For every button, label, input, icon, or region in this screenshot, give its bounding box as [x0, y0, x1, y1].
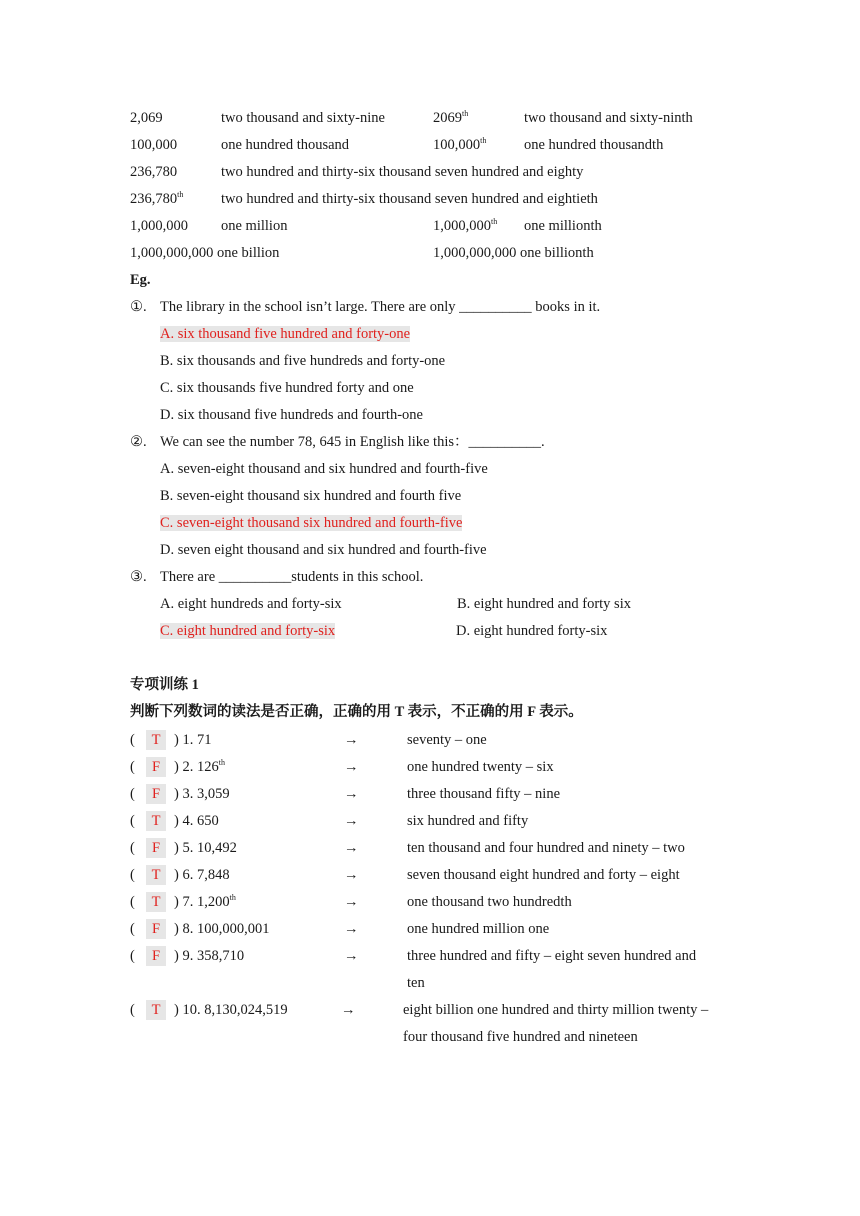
answer-option: B. eight hundred and forty six: [457, 596, 631, 612]
number-reading: two thousand and sixty-nine: [221, 110, 385, 126]
item-reading-continued: ten: [407, 975, 425, 991]
right-arrow-icon: →: [344, 813, 359, 829]
item-reading: one hundred twenty – six: [407, 759, 554, 775]
tf-answer: F: [146, 838, 166, 858]
right-arrow-icon: →: [344, 894, 359, 910]
item-number: ) 5. 10,492: [174, 840, 237, 856]
ordinal-reading: two hundred and thirty-six thousand seven hundred and eightieth: [221, 191, 598, 207]
item-reading: seventy – one: [407, 732, 487, 748]
question-text: There are __________students in this school.: [160, 569, 424, 585]
number: 2,069: [130, 110, 163, 126]
answer-option: D. seven eight thousand and six hundred and fourth-five: [160, 542, 487, 558]
exercise-title: 专项训练 1: [130, 677, 199, 693]
answer-option: A. eight hundreds and forty-six: [160, 596, 342, 612]
item-reading: one hundred million one: [407, 921, 550, 937]
number-with-reading: 1,000,000,000 one billion: [130, 245, 280, 261]
item-reading: three thousand fifty – nine: [407, 786, 561, 802]
bracket-open: (: [130, 894, 135, 910]
answer-option: D. eight hundred forty-six: [456, 623, 608, 639]
answer-option: C. six thousands five hundred forty and one: [160, 380, 414, 396]
bracket-open: (: [130, 813, 135, 829]
bracket-open: (: [130, 867, 135, 883]
item-number: ) 6. 7,848: [174, 867, 230, 883]
bracket-open: (: [130, 732, 135, 748]
answer-option: D. six thousand five hundreds and fourth-one: [160, 407, 423, 423]
right-arrow-icon: →: [344, 759, 359, 775]
eg-label: Eg.: [130, 272, 151, 288]
tf-answer: F: [146, 757, 166, 777]
tf-answer: T: [146, 865, 166, 885]
right-arrow-icon: →: [344, 840, 359, 856]
bracket-open: (: [130, 1002, 135, 1018]
exercise-instruction: 判断下列数词的读法是否正确，正确的用 T 表示，不正确的用 F 表示。: [130, 704, 583, 720]
ordinal-reading: two thousand and sixty-ninth: [524, 110, 693, 126]
item-number: ) 8. 100,000,001: [174, 921, 270, 937]
tf-answer: T: [146, 1000, 166, 1020]
ordinal-number: 100,000th: [433, 136, 487, 153]
number-reading: one hundred thousand: [221, 137, 350, 153]
number: 236,780: [130, 164, 178, 180]
ordinal-reading: one hundred thousandth: [524, 137, 664, 153]
number-reading: two hundred and thirty-six thousand seven hundred and eighty: [221, 164, 584, 180]
ordinal-with-reading: 1,000,000,000 one billionth: [433, 245, 594, 261]
question-marker: ③.: [130, 569, 147, 585]
ordinal-number: 2069th: [433, 109, 469, 126]
item-number: ) 7. 1,200th: [174, 893, 236, 910]
bracket-open: (: [130, 786, 135, 802]
tf-answer: F: [146, 919, 166, 939]
tf-answer: T: [146, 811, 166, 831]
bracket-open: (: [130, 948, 135, 964]
number: 100,000: [130, 137, 178, 153]
right-arrow-icon: →: [344, 867, 359, 883]
item-reading: one thousand two hundredth: [407, 894, 572, 910]
right-arrow-icon: →: [341, 1002, 356, 1018]
bracket-open: (: [130, 759, 135, 775]
ordinal-number: 1,000,000th: [433, 217, 498, 234]
answer-option-correct: A. six thousand five hundred and forty-one: [160, 326, 411, 342]
right-arrow-icon: →: [344, 948, 359, 964]
answer-option: B. six thousands and five hundreds and forty-one: [160, 353, 446, 369]
number: 1,000,000: [130, 218, 188, 234]
tf-answer: T: [146, 730, 166, 750]
item-reading: eight billion one hundred and thirty million twenty –: [403, 1002, 709, 1018]
number-reading: one million: [221, 218, 288, 234]
ordinal-reading: one millionth: [524, 218, 602, 234]
item-number: ) 1. 71: [174, 732, 212, 748]
item-number: ) 10. 8,130,024,519: [174, 1002, 288, 1018]
item-number: ) 9. 358,710: [174, 948, 245, 964]
answer-option: A. seven-eight thousand and six hundred and fourth-five: [160, 461, 488, 477]
tf-answer: F: [146, 784, 166, 804]
item-reading: ten thousand and four hundred and ninety – two: [407, 840, 685, 856]
right-arrow-icon: →: [344, 786, 359, 802]
right-arrow-icon: →: [344, 921, 359, 937]
answer-option: B. seven-eight thousand six hundred and fourth five: [160, 488, 462, 504]
item-reading: six hundred and fifty: [407, 813, 529, 829]
right-arrow-icon: →: [344, 732, 359, 748]
answer-option-correct: C. eight hundred and forty-six: [160, 623, 336, 639]
item-reading: three hundred and fifty – eight seven hundred and: [407, 948, 697, 964]
item-reading-continued: four thousand five hundred and nineteen: [403, 1029, 638, 1045]
question-marker: ②.: [130, 434, 147, 450]
item-number: ) 3. 3,059: [174, 786, 230, 802]
bracket-open: (: [130, 840, 135, 856]
item-number: ) 4. 650: [174, 813, 219, 829]
item-number: ) 2. 126th: [174, 758, 225, 775]
answer-option-correct: C. seven-eight thousand six hundred and fourth-five: [160, 515, 463, 531]
tf-answer: T: [146, 892, 166, 912]
ordinal-number: 236,780th: [130, 190, 184, 207]
question-text: We can see the number 78, 645 in English like this：__________.: [160, 434, 545, 450]
question-marker: ①.: [130, 299, 147, 315]
bracket-open: (: [130, 921, 135, 937]
tf-answer: F: [146, 946, 166, 966]
question-text: The library in the school isn’t large. There are only __________ books in it.: [160, 299, 601, 315]
item-reading: seven thousand eight hundred and forty – eight: [407, 867, 680, 883]
